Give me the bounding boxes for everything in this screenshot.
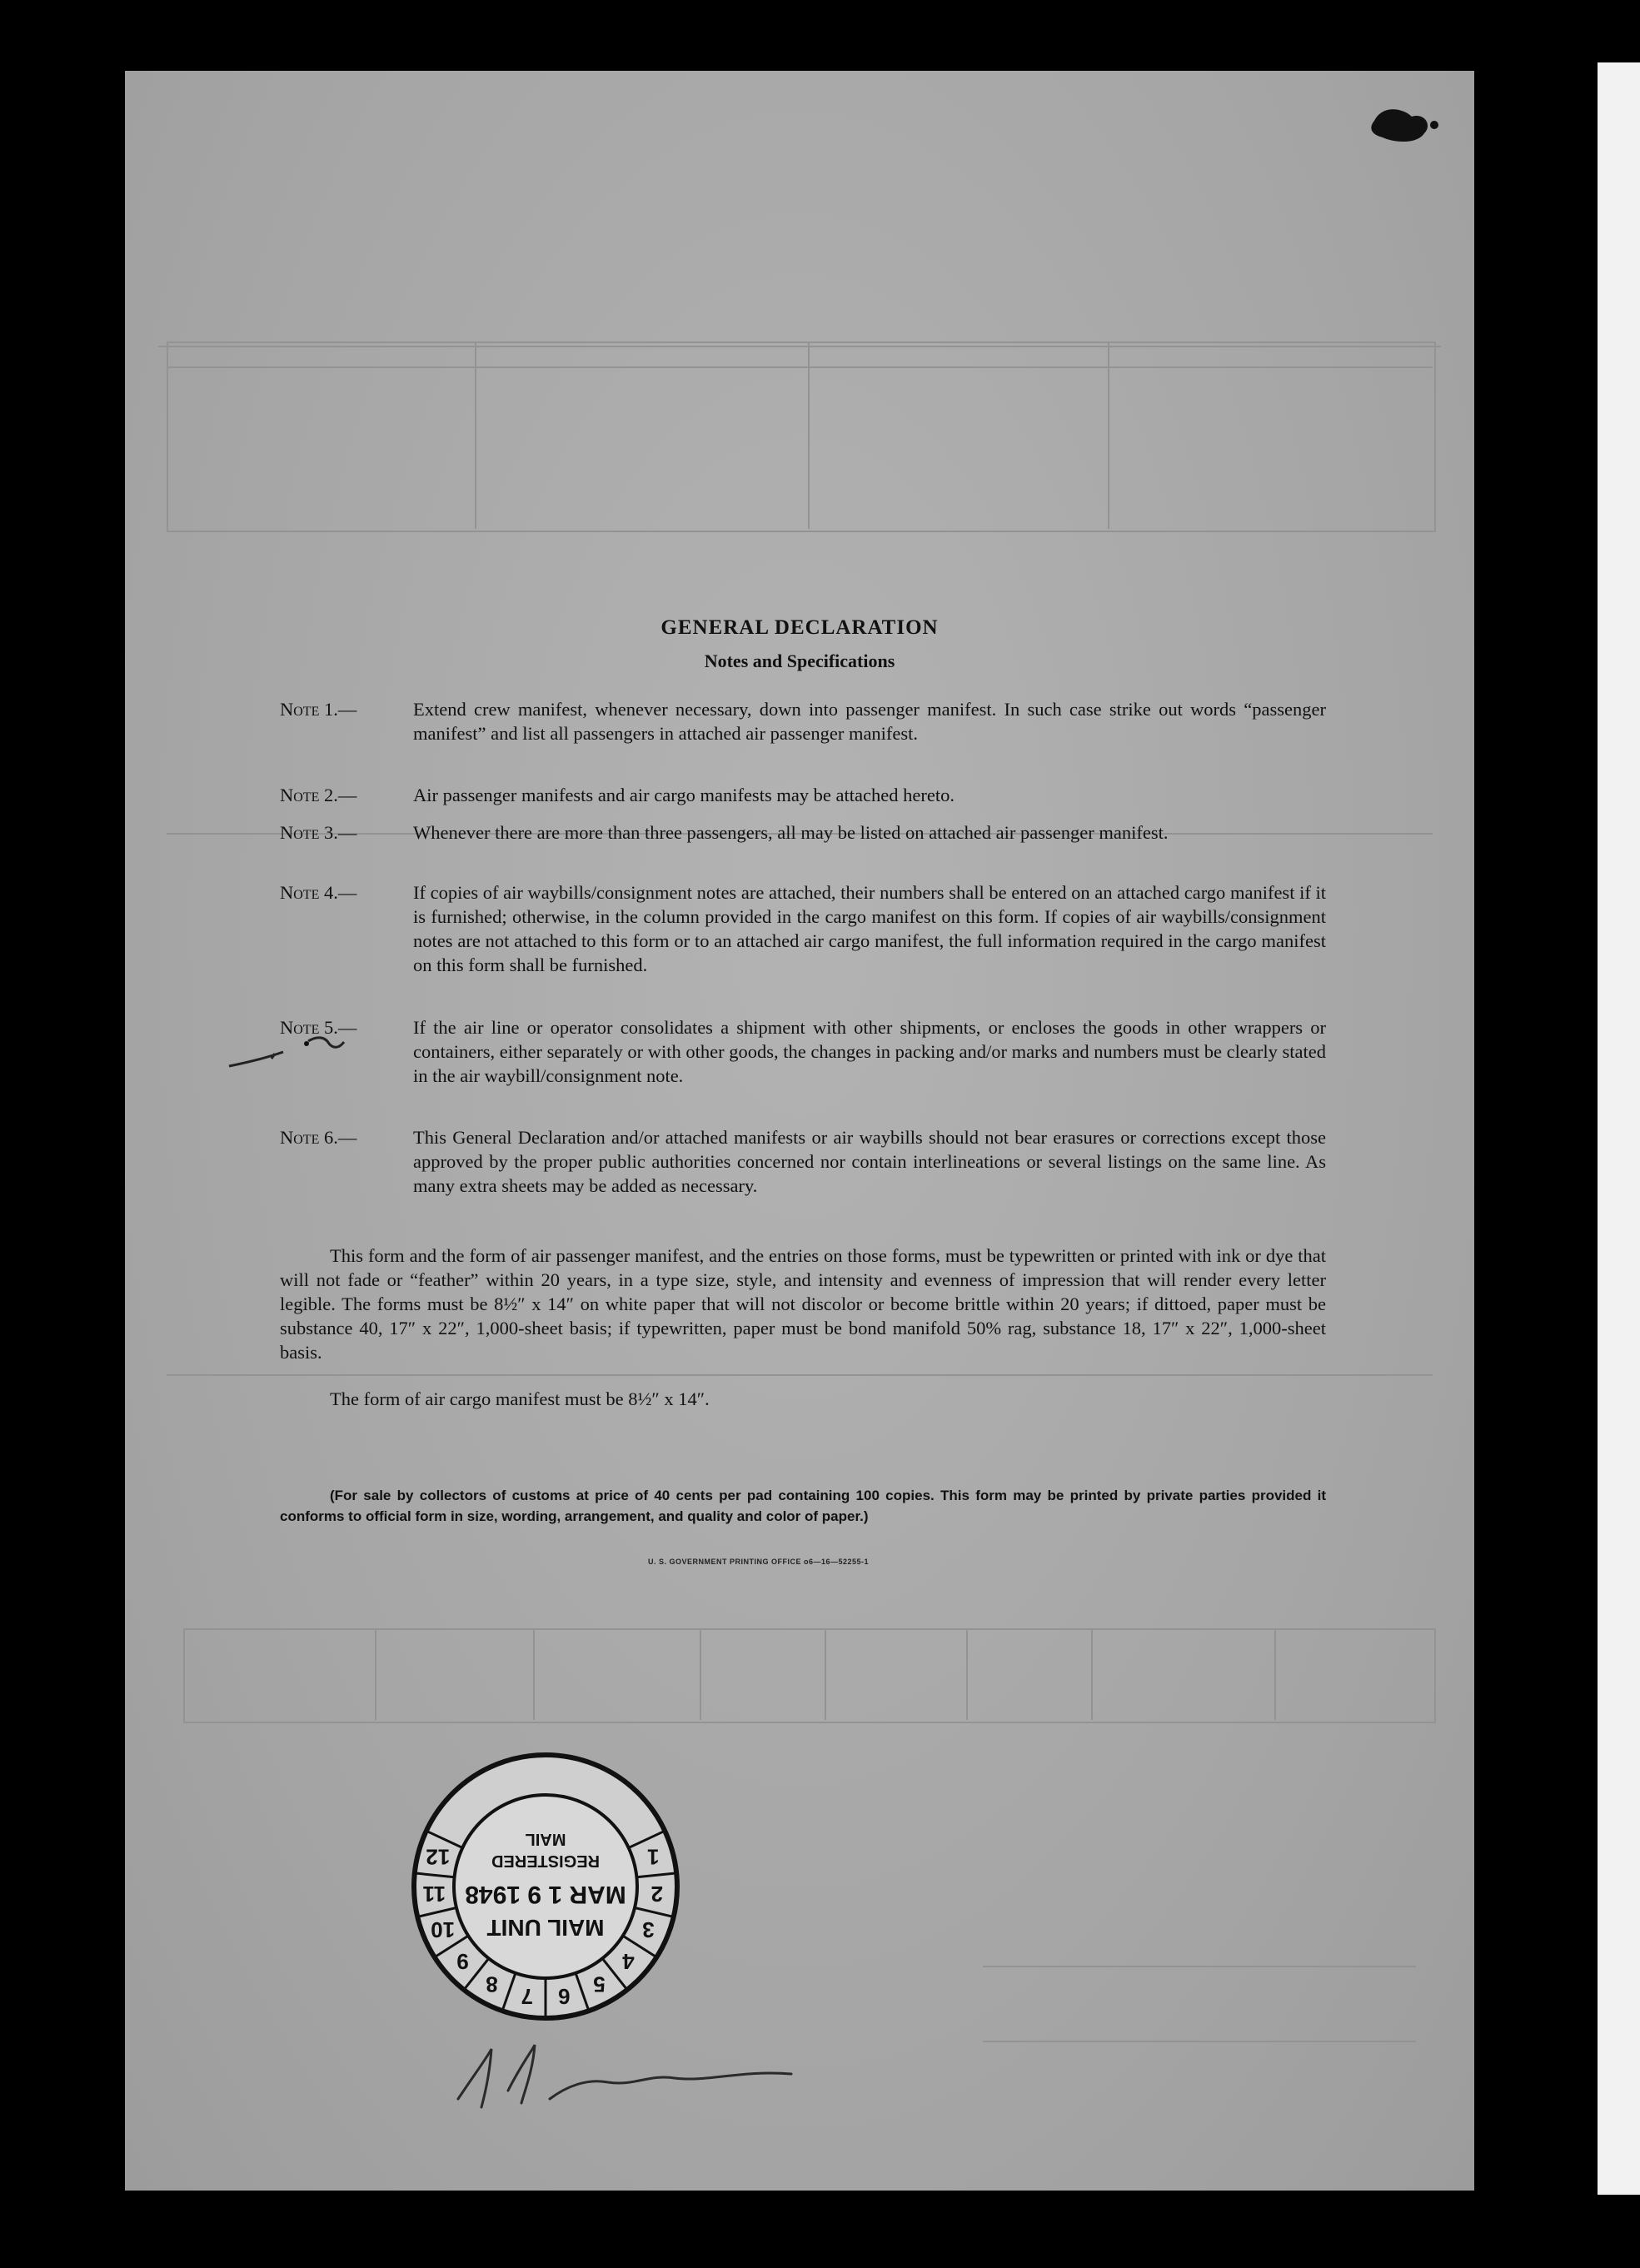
note-label: Note 4.—: [280, 882, 357, 903]
stamp-ring-digit: 1: [646, 1844, 660, 1870]
stamp-line-mail: MAIL: [525, 1830, 566, 1848]
stamp-ring-digit: 5: [593, 1971, 606, 1997]
stamp-ring-digit: 8: [486, 1971, 498, 1997]
note-text: If copies of air waybills/consignment notes are attached, their numbers shall be entered on an attached cargo manifest if it is furnished; otherwise, in the column provided in the cargo manifest on this form. If copies of air waybills/consignment notes are not attached to this form or to an attached air cargo manifest, the full information required in the cargo manifest on this form shall be furnished.: [413, 882, 1326, 975]
note-text: Whenever there are more than three passengers, all may be listed on attached air passenger manifest.: [413, 822, 1169, 843]
note-1: [280, 697, 1326, 745]
note-label: Note 1.—: [280, 699, 357, 720]
stamp-ring-digit: 2: [651, 1881, 663, 1907]
form-specification-paragraph: This form and the form of air passenger manifest, and the entries on those forms, must be typewritten or printed with ink or dye that will not fade or “feather” within 20 years, in a type size, style, and intensity and evenness of impression that will render every letter legible. The forms must be 8½″ x 14″ on white paper that will not discolor or become brittle within 20 years; if dittoed, paper must be substance 40, 17″ x 22″, 1,000-sheet basis; if typewritten, paper must be bond manifold 50% rag, substance 18, 17″ x 22″, 1,000-sheet basis.: [280, 1245, 1326, 1363]
stamp-line-date: MAR 1 9 1948: [465, 1881, 626, 1908]
printer-imprint: U. S. GOVERNMENT PRINTING OFFICE o6—16—52255-1: [648, 1558, 870, 1566]
stamp-graphic: [408, 1749, 683, 2024]
stamp-ring-digit: 7: [521, 1984, 533, 2010]
note-3: [280, 820, 1326, 845]
note-text: If the air line or operator consolidates a shipment with other shipments, or encloses the goods in other wrappers or containers, either separately or with other goods, the changes in packing and/or marks and numbers must be clearly stated in the air waybill/consignment note.: [413, 1017, 1326, 1086]
note-label: Note 5.—: [280, 1017, 357, 1038]
registered-mail-stamp: [408, 1749, 683, 2024]
note-text: This General Declaration and/or attached manifests or air waybills should not bear erasures or corrections except those approved by the proper public authorities concerned nor contain interlineations or several listings on the same line. As many extra sheets may be added as necessary.: [413, 1127, 1326, 1196]
stamp-ring-digit: 3: [642, 1917, 655, 1943]
stamp-ring-digit: 6: [558, 1984, 571, 2010]
note-label: Note 3.—: [280, 822, 357, 843]
sale-notice: (For sale by collectors of customs at price of 40 cents per pad containing 100 copies. This form may be printed by private parties provided it conforms to official form in size, wording, arrangement, and quality and color of paper.): [280, 1488, 1326, 1524]
page-title: GENERAL DECLARATION: [660, 616, 939, 639]
handwritten-signature: [441, 2041, 808, 2116]
cargo-manifest-size-note: The form of air cargo manifest must be 8½″ x 14″.: [330, 1388, 710, 1409]
stamp-line-registered: REGISTERED: [491, 1852, 601, 1870]
stamp-ring-digit: 12: [426, 1844, 451, 1870]
note-label: Note 6.—: [280, 1127, 357, 1148]
stamp-ring-digit: 9: [456, 1948, 469, 1974]
note-label: Note 2.—: [280, 785, 357, 805]
note-text: Extend crew manifest, whenever necessary, down into passenger manifest. In such case strike out words “passenger manifest” and list all passengers in attached air passenger manifest.: [413, 699, 1326, 744]
note-6: [280, 1125, 1326, 1198]
note-4: [280, 880, 1326, 977]
note-5: [280, 1015, 1326, 1088]
note-text: Air passenger manifests and air cargo manifests may be attached hereto.: [413, 785, 955, 805]
note-2: [280, 783, 1326, 807]
stamp-line-mail-unit: MAIL UNIT: [486, 1915, 605, 1941]
stamp-ring-digit: 4: [622, 1948, 635, 1974]
stamp-ring-digit: 11: [422, 1881, 446, 1907]
page-subtitle: Notes and Specifications: [704, 650, 895, 671]
stamp-ring-digit: 10: [431, 1917, 456, 1943]
